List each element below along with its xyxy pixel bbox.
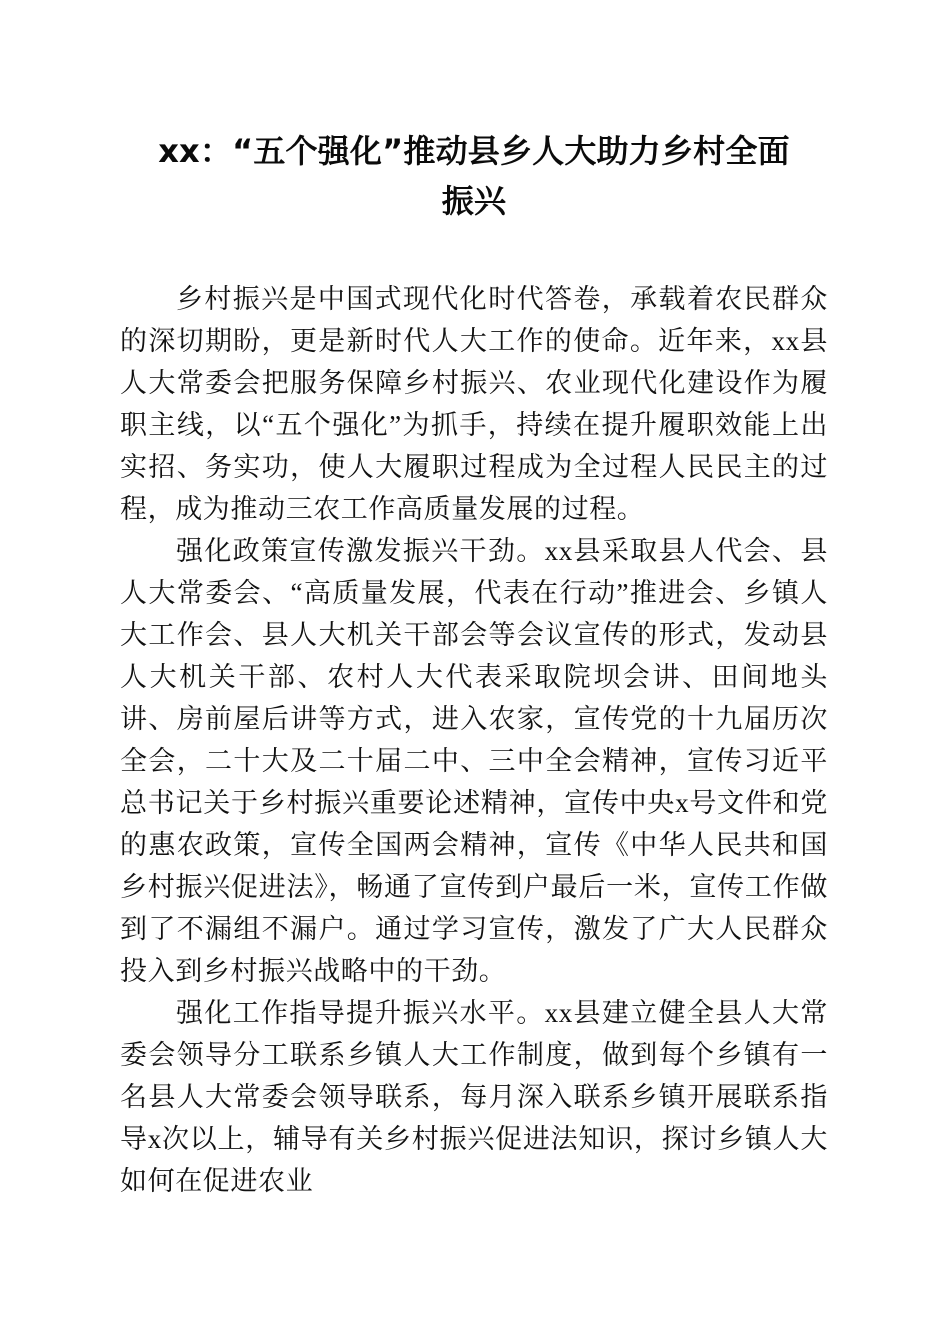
page-title xyxy=(120,0,828,226)
document-paragraphs xyxy=(120,278,828,1202)
paragraph-2: 强化政策宣传激发振兴干劲。xx县采取县人代会、县人大常委会、“高质量发展，代表在行动”推进会、乡镇人大工作会、县人大机关干部会等会议宣传的形式，发动县人大机关干部、农村人大代表采取院坝会讲、田间地头讲、房前屋后讲等方式，进入农家，宣传党的十九届历次全会，二十大及二十届二中、三中全会精神，宣传习近平总书记关于乡村振兴重要论述精神，宣传中央x号文件和党的惠农政策，宣传全国两会精神，宣传《中华人民共和国乡村振兴促进法》，畅通了宣传到户最后一米，宣传工作做到了不漏组不漏户。通过学习宣传，激发了广大人民群众投入到乡村振兴战略中的干劲。 xyxy=(120,536,828,986)
title-line-1: xx：“五个强化”推动县乡人大助力乡村全面 xyxy=(158,132,790,170)
title-line-2: 振兴 xyxy=(441,182,507,220)
paragraph-3: 强化工作指导提升振兴水平。xx县建立健全县人大常委会领导分工联系乡镇人大工作制度，做到每个乡镇有一名县人大常委会领导联系，每月深入联系乡镇开展联系指导x次以上，辅导有关乡村振兴促进法知识，探讨乡镇人大如何在促进农业 xyxy=(120,998,828,1196)
paragraph-1: 乡村振兴是中国式现代化时代答卷，承载着农民群众的深切期盼，更是新时代人大工作的使命。近年来，xx县人大常委会把服务保障乡村振兴、农业现代化建设作为履职主线，以“五个强化”为抓手，持续在提升履职效能上出实招、务实功，使人大履职过程成为全过程人民民主的过程，成为推动三农工作高质量发展的过程。 xyxy=(120,284,828,524)
document-body xyxy=(120,0,828,1202)
